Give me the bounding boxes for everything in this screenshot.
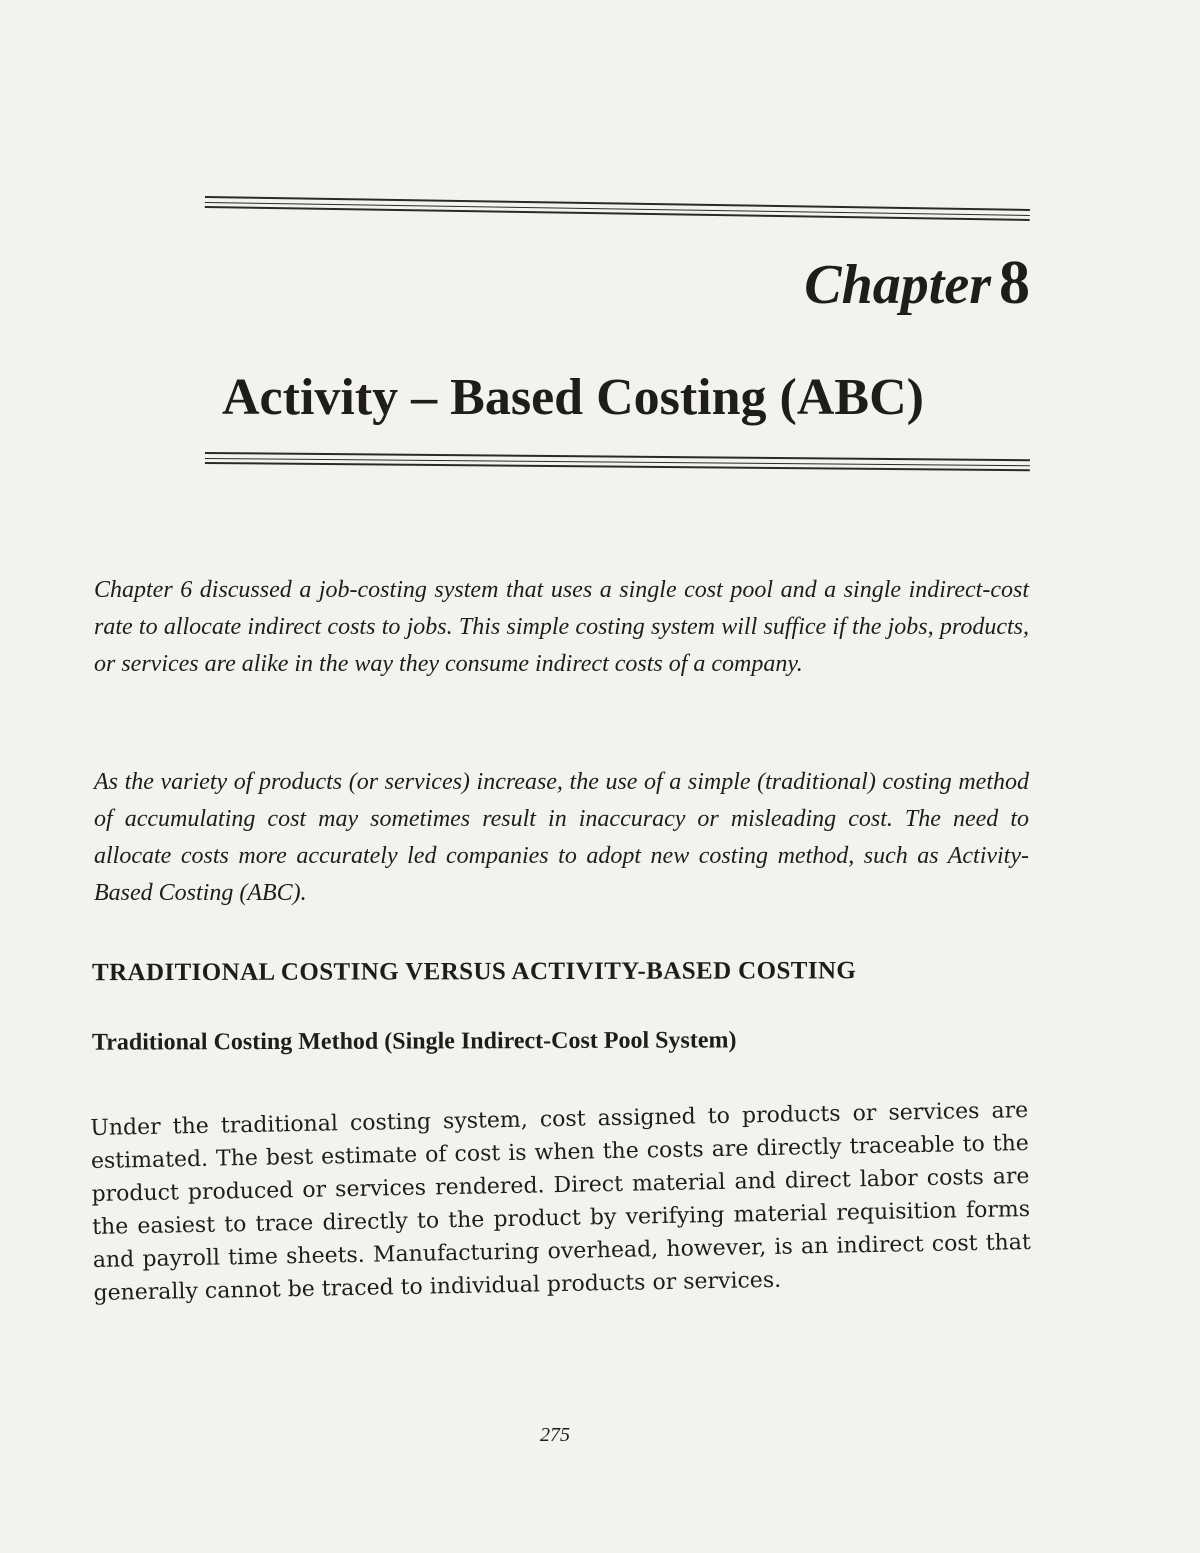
- intro-paragraph-2: As the variety of products (or services) increase, the use of a simple (traditional) costing method of accumulating cost may sometimes result in inaccuracy or misleading cost. The need to allocate costs more accurately led companies to adopt new costing method, such as Activity- Based Costing (ABC).: [94, 769, 1029, 906]
- chapter-label: [804, 249, 1030, 317]
- page-number: 275: [540, 1424, 570, 1446]
- top-double-rule: [205, 196, 1030, 225]
- section-heading: TRADITIONAL COSTING VERSUS ACTIVITY-BASED COSTING: [91, 957, 857, 987]
- section-subheading: Traditional Costing Method (Single Indirect-Cost Pool System): [91, 1027, 737, 1056]
- chapter-number: 8: [999, 249, 1030, 317]
- chapter-label-word: Chapter: [804, 254, 991, 316]
- intro-paragraph-1: Chapter 6 discussed a job-costing system that uses a single cost pool and a single indirect-cost rate to allocate indirect costs to jobs. This simple costing system will suffice if the jobs, products, or services are alike in the way they consume indirect costs of a company.: [94, 577, 1029, 677]
- chapter-title: Activity – Based Costing (ABC): [222, 369, 924, 426]
- bottom-double-rule: [205, 452, 1030, 475]
- body-paragraph: Under the traditional costing system, cost assigned to products or services are estimated. The best estimate of cost is when the costs are directly traceable to the product produced or services rendered. Direct material and direct labor costs are the easiest to trace directly to the product by verifying material requisition forms and payroll time sheets. Manufacturing overhead, however, is an indirect cost that generally cannot be traced to individual products or services.: [90, 1097, 1031, 1306]
